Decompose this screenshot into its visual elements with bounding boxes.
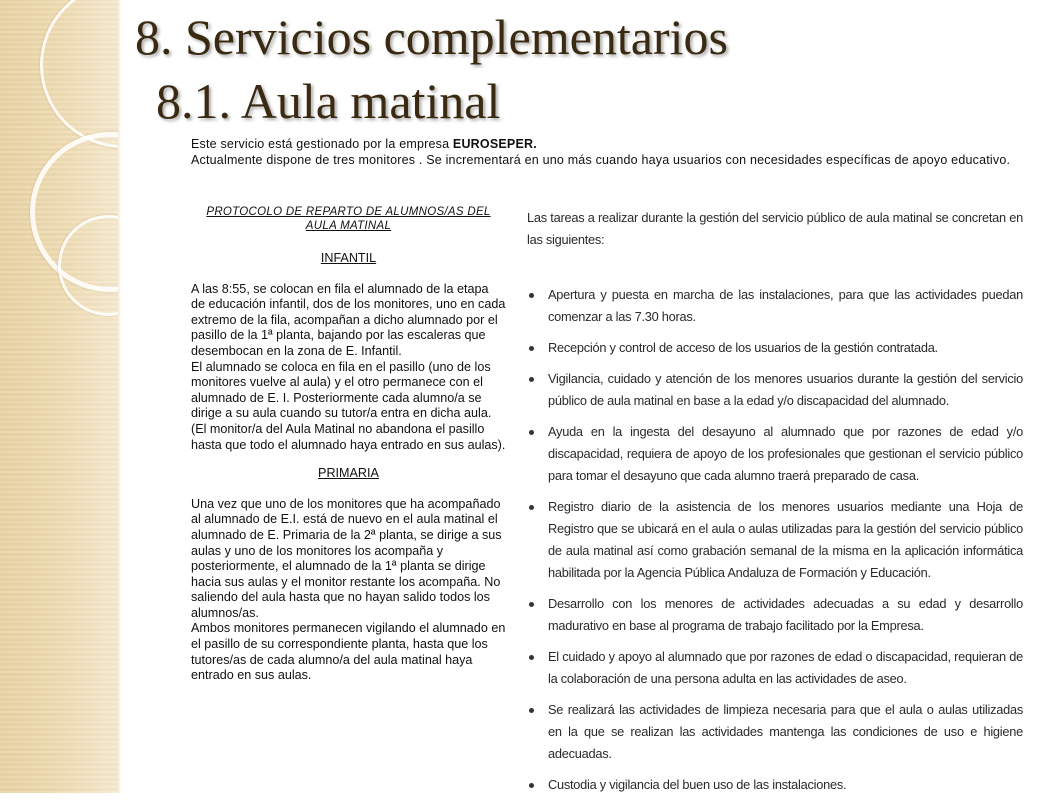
infantil-paragraph-2: El alumnado se coloca en fila en el pasillo (uno de los monitores vuelve al aula) y el otro permanece con el alumnado de E. I. Posteriormente cada alumno/a se dirige a su aula cuando su tutor/a entra en dicha aula.(El monitor/a del Aula Matinal no abandona el pasillo hasta que todo el alumnado haya entrado en sus aulas).	[191, 359, 506, 452]
bullet-icon	[529, 293, 534, 298]
task-text: Registro diario de la asistencia de los menores usuarios mediante una Hoja de Registro que se ubicará en el aula o aulas utilizadas para la gestión del servicio público de aula matinal así como grabación semanal de la misma en la aplicación informática habilitada por la Agencia Pública Andaluza de Formación y Educación.	[548, 499, 1023, 580]
task-item	[527, 593, 1023, 637]
task-text: Vigilancia, cuidado y atención de los menores usuarios durante la gestión del servicio público de aula matinal en base a la edad y/o discapacidad del alumnado.	[548, 371, 1023, 408]
intro-text	[191, 137, 1011, 168]
task-item	[527, 368, 1023, 412]
strip-divider	[118, 0, 121, 793]
task-item	[527, 337, 1023, 359]
task-text: El cuidado y apoyo al alumnado que por razones de edad o discapacidad, requieran de la colaboración de una persona adulta en las actividades de aseo.	[548, 649, 1023, 686]
bullet-icon	[529, 377, 534, 382]
spacer	[191, 267, 506, 282]
intro-line-2: Actualmente dispone de tres monitores . Se incrementará en uno más cuando haya usuarios con necesidades específicas de apoyo educativo.	[191, 152, 1011, 167]
tasks-intro: Las tareas a realizar durante la gestión del servicio público de aula matinal se concretan en las siguientes:	[527, 210, 1023, 247]
task-text: Recepción y control de acceso de los usuarios de la gestión contratada.	[548, 340, 938, 355]
task-item	[527, 421, 1023, 487]
bullet-icon	[529, 708, 534, 713]
spacer	[191, 482, 506, 497]
primaria-heading: PRIMARIA	[318, 466, 379, 481]
slide-title: 8. Servicios complementarios	[135, 9, 728, 65]
task-text: Se realizará las actividades de limpieza necesaria para que el aula o aulas utilizadas en la que se realizan las actividades mantenga las condiciones de uso e higiene adecuadas.	[548, 702, 1023, 761]
primaria-paragraph-2: Ambos monitores permanecen vigilando el alumnado en el pasillo de su correspondiente planta, hasta que los tutores/as de cada alumno/a del aula matinal haya entrado en sus aulas.	[191, 621, 506, 683]
decorative-ring-top	[40, 0, 118, 148]
bullet-icon	[529, 346, 534, 351]
bullet-icon	[529, 430, 534, 435]
primaria-paragraph-1: Una vez que uno de los monitores que ha acompañado al alumnado de E.I. está de nuevo en el aula matinal el alumnado de E. Primaria de la 2ª planta, se dirige a sus aulas y uno de los monitores los acompaña y posteriormente, el alumnado de la 1ª planta se dirige hacia sus aulas y el monitor restante los acompaña. No saliendo del aula hasta que no hayan salido todos los alumnos/as.	[191, 496, 502, 620]
decorative-side-strip	[0, 0, 118, 793]
company-name: EUROSEPER.	[452, 137, 537, 151]
intro-prefix: Este servicio está gestionado por la empresa	[191, 137, 453, 151]
tasks-column	[527, 207, 1023, 805]
task-item	[527, 284, 1023, 328]
protocol-column	[191, 206, 506, 684]
task-item	[527, 646, 1023, 690]
bullet-icon	[529, 505, 534, 510]
bullet-icon	[529, 602, 534, 607]
slide-subtitle: 8.1. Aula matinal	[156, 73, 501, 129]
infantil-paragraph-1: A las 8:55, se colocan en fila el alumnado de la etapa de educación infantil, dos de los monitores, uno en cada extremo de la fila, acompañan a dicho alumnado por el pasillo de la 1ª planta, bajando por las escaleras que desembocan en la zona de E. Infantil.	[191, 281, 506, 358]
intro-line-1	[191, 137, 1011, 153]
infantil-heading: INFANTIL	[320, 251, 377, 265]
task-item	[527, 496, 1023, 584]
tasks-list	[527, 284, 1023, 796]
bullet-icon	[529, 783, 534, 788]
task-item	[527, 699, 1023, 765]
task-text: Ayuda en la ingesta del desayuno al alumnado que por razones de edad y/o discapacidad, requiera de apoyo de los profesionales que gestionan el servicio público para tomar el desayuno que cada alumno traerá preparado de casa.	[548, 424, 1023, 483]
task-text: Custodia y vigilancia del buen uso de las instalaciones.	[548, 777, 847, 792]
task-text: Apertura y puesta en marcha de las instalaciones, para que las actividades puedan comenzar a las 7.30 horas.	[548, 287, 1023, 324]
task-text: Desarrollo con los menores de actividades adecuadas a su edad y desarrollo madurativo en base al programa de trabajo facilitado por la Empresa.	[548, 596, 1023, 633]
protocol-heading: PROTOCOLO DE REPARTO DE ALUMNOS/AS DEL AULA MATINAL	[206, 206, 491, 232]
bullet-icon	[529, 655, 534, 660]
